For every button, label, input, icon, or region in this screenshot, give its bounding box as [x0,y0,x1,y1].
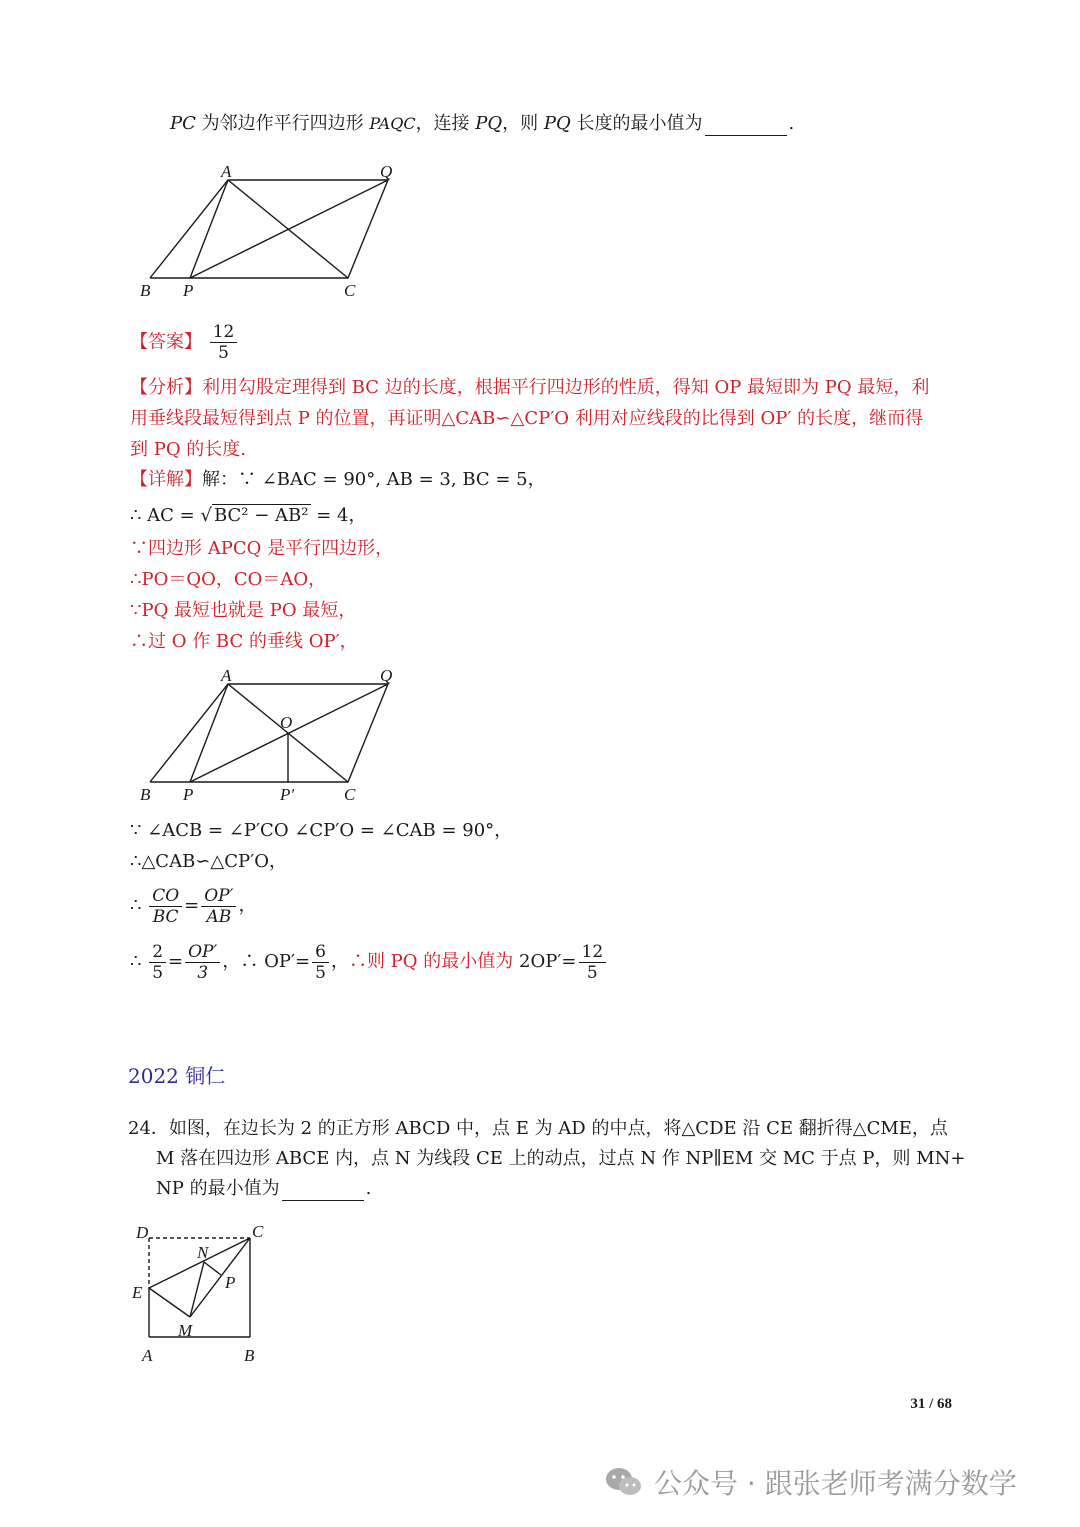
detail-line-3: ∵四边形 APCQ 是平行四边形， [130,538,394,559]
analysis-line-3: 到 PQ 的长度. [130,439,247,460]
label-C: C [344,785,356,804]
fraction-op-3: $\frac{OP'}{3}$ [185,942,220,983]
label-E: E [132,1283,143,1302]
label-A: A [142,1346,153,1365]
proof-line-4: ∴ $\frac{2}{5}$ = $\frac{OP'}{3}$ ，∴ OP′= $\frac{6}{5}$ ，∴则 PQ 的最小值为 2OP′= $\frac{12}{5}$ [130,938,608,986]
proof-line-1: ∵ ∠ACB = ∠P′CO ∠CP′O = ∠CAB = 90°， [130,820,513,841]
label-D: D [136,1223,149,1242]
label-O: O [280,713,293,732]
proof-line-2: ∴△CAB∽△CP′O， [130,851,287,872]
label-C: C [344,281,356,300]
sqrt-expression: √ BC² − AB² [200,505,309,526]
problem24-line-2: M 落在四边形 ABCE 内，点 N 为线段 CE 上的动点，过点 N 作 NP∥EM 交 MC 于点 P，则 MN+ [156,1148,966,1169]
fraction-op-ab: $\frac{OP'}{AB}$ [201,886,236,927]
figure-square [128,1218,278,1368]
answer-line: 【答案】 $\frac{12}{5}$ [130,322,239,363]
analysis-line-1: 【分析】利用勾股定理得到 BC 边的长度，根据平行四边形的性质，得知 OP 最短即为 PQ 最短，利 [130,377,930,398]
problem24-line-1: 24．如图，在边长为 2 的正方形 ABCD 中，点 E 为 AD 的中点，将△CDE 沿 CE 翻折得△CME，点 [128,1118,948,1139]
label-Q: Q [380,162,393,181]
answer-fraction: $\frac{12}{5}$ [210,322,238,363]
fraction-co-bc: $\frac{CO}{BC}$ [149,886,182,927]
label-P: P [183,785,194,804]
fraction-2-5: $\frac{2}{5}$ [149,942,166,983]
section-title: 2022 铜仁 [128,1064,226,1088]
answer-blank [705,117,787,136]
figure-parallelogram-1 [130,158,410,303]
wechat-icon [604,1465,644,1499]
watermark-text: 公众号 · 跟张老师考满分数学 [654,1467,1017,1500]
analysis-line-2: 用垂线段最短得到点 P 的位置，再证明△CAB∽△CP′O 利用对应线段的比得到 OP′ 的长度，继而得 [130,408,924,429]
detail-line-1: 【详解】解：∵ ∠BAC = 90°, AB = 3, BC = 5， [130,469,546,490]
label-N: N [197,1243,209,1262]
label-P-prime: P′ [280,785,295,804]
detail-line-2: ∴ AC = √ BC² − AB² = 4， [130,505,367,526]
watermark [604,1462,1017,1502]
fraction-12-5: $\frac{12}{5}$ [579,942,607,983]
label-P: P [225,1273,236,1292]
label-A: A [221,162,232,181]
figure-parallelogram-2 [130,662,410,807]
label-B: B [140,281,151,300]
label-C: C [252,1222,264,1241]
page-number: 31 / 68 [910,1396,952,1412]
detail-line-4: ∴PO＝QO，CO＝AO， [130,569,327,590]
answer-blank-24 [282,1182,364,1201]
label-B: B [244,1346,255,1365]
detail-line-6: ∴过 O 作 BC 的垂线 OP′， [130,631,358,652]
detail-line-5: ∵PQ 最短也就是 PO 最短， [130,600,357,621]
intro-line: PC 为邻边作平行四边形 PAQC，连接 PQ，则 PQ 长度的最小值为 . [170,113,795,134]
label-M: M [178,1321,193,1340]
problem24-line-3: NP 的最小值为 . [156,1178,372,1199]
label-Q: Q [380,666,393,685]
label-A: A [221,666,232,685]
proof-line-3: ∴ $\frac{CO}{BC}$ = $\frac{OP'}{AB}$ ， [130,885,257,927]
fraction-6-5: $\frac{6}{5}$ [312,942,329,983]
label-P: P [183,281,194,300]
label-B: B [140,785,151,804]
